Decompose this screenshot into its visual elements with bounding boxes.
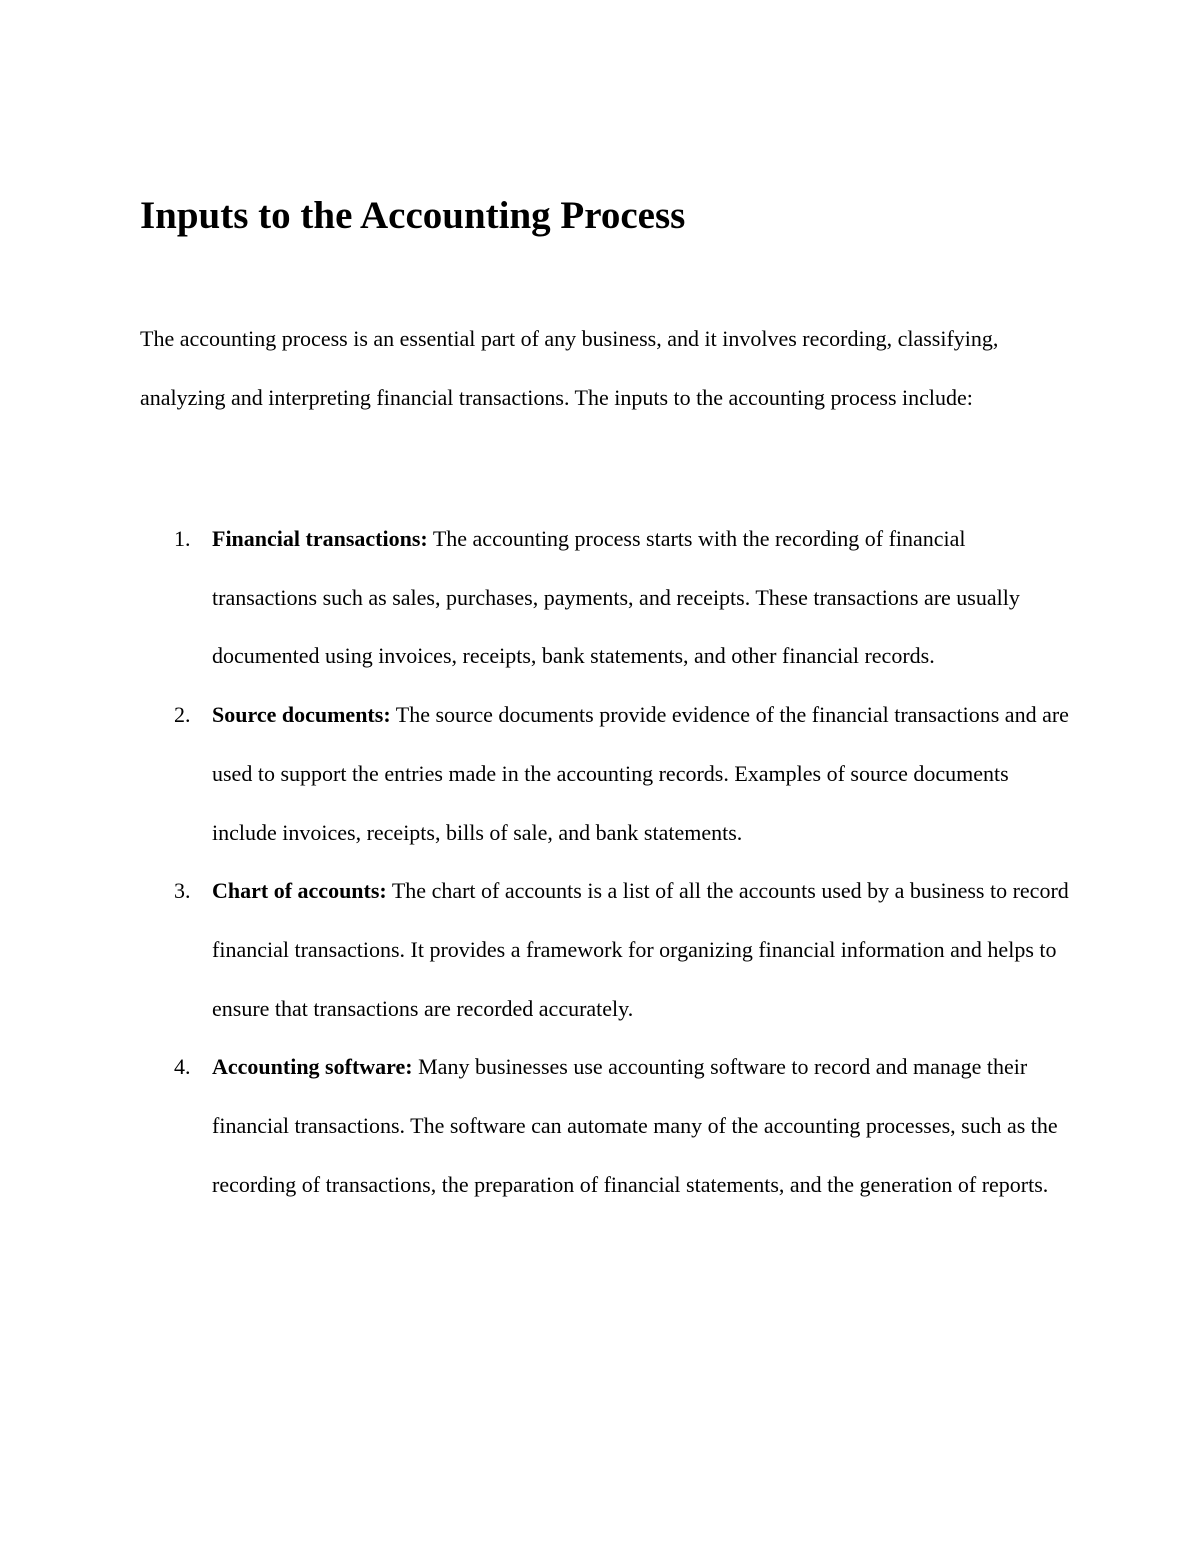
inputs-list bbox=[140, 510, 1070, 1214]
list-item bbox=[140, 510, 1070, 686]
list-item-text: The chart of accounts is a list of all the accounts used by a business to record financial transactions. It provides a framework for organizing financial information and helps to ensure that transactions are recorded accurately. bbox=[212, 878, 1069, 1021]
list-item-number: 4. bbox=[174, 1054, 191, 1080]
list-item-term: Accounting software: bbox=[212, 1054, 413, 1080]
list-item-number: 2. bbox=[174, 702, 191, 728]
list-item-term: Financial transactions: bbox=[212, 526, 428, 551]
list-item-number: 3. bbox=[174, 878, 191, 904]
list-item-text: The source documents provide evidence of the financial transactions and are used to support the entries made in the accounting records. Examples of source documents include invoices, receipts, bills of sale, and bank statements. bbox=[212, 702, 1069, 845]
document-title: Inputs to the Accounting Process bbox=[140, 194, 686, 237]
list-item-term: Source documents: bbox=[212, 702, 391, 728]
list-item-number: 1. bbox=[174, 526, 191, 551]
intro-paragraph: The accounting process is an essential part of any business, and it involves recording, classifying, analyzing and interpreting financial transactions. The inputs to the accounting process include: bbox=[140, 326, 999, 410]
list-item bbox=[140, 862, 1070, 1038]
list-item-text: The accounting process starts with the recording of financial transactions such as sales, purchases, payments, and receipts. These transactions are usually documented using invoices, receipts, bank statements, and other financial records. bbox=[212, 526, 1020, 669]
list-item-term: Chart of accounts: bbox=[212, 878, 387, 904]
list-item bbox=[140, 686, 1070, 862]
list-item-text: Many businesses use accounting software to record and manage their financial transactions. The software can automate many of the accounting processes, such as the recording of transactions, the preparation of financial statements, and the generation of reports. bbox=[212, 1054, 1058, 1197]
list-item bbox=[140, 1038, 1070, 1214]
